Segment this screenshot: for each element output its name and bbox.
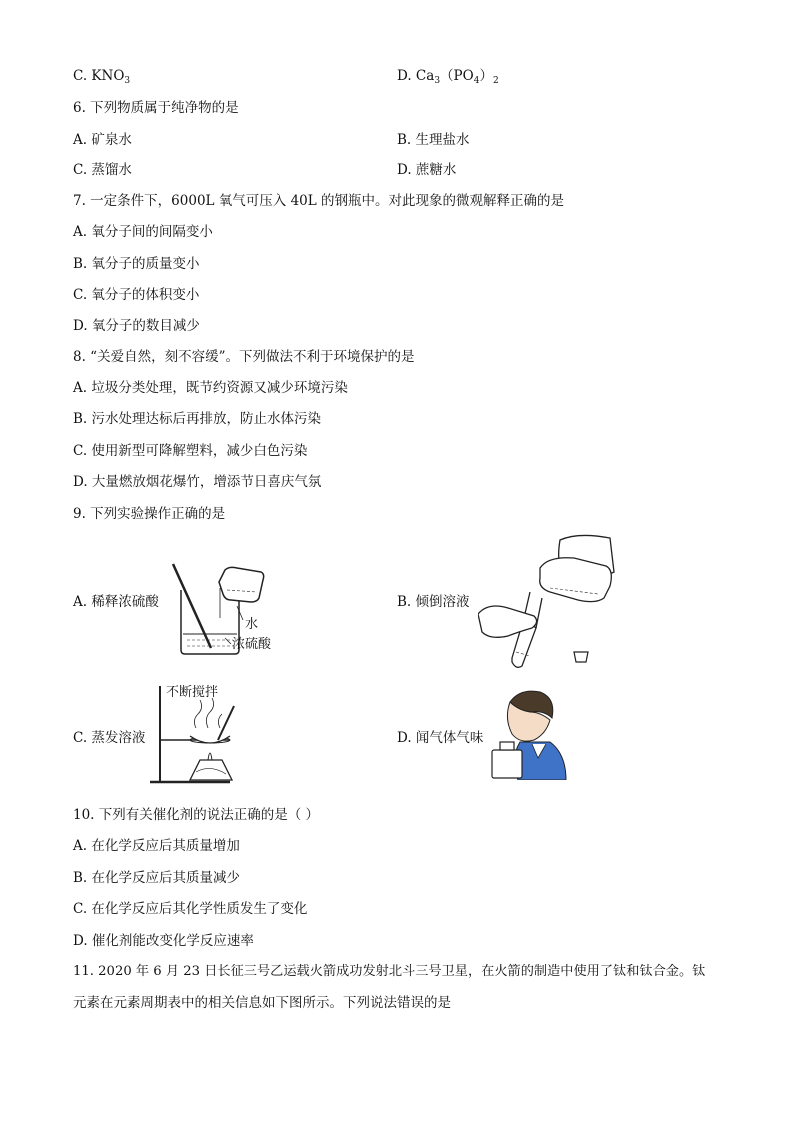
q5-option-d: D. $Ca_3(PO_4)_2$ [397, 68, 499, 86]
q6-option-c: C. 蒸馏水 [73, 162, 132, 178]
q10-stem: 10. 下列有关催化剂的说法正确的是（ ） [73, 807, 320, 823]
q10-option-c: C. 在化学反应后其化学性质发生了变化 [73, 901, 308, 917]
q9-stem: 9. 下列实验操作正确的是 [73, 506, 226, 522]
q9-option-d: D. 闻气体气味 [397, 730, 484, 746]
q8-stem: 8. “关爱自然，刻不容缓”。下列做法不利于环境保护的是 [73, 349, 415, 365]
q6-option-d: D. 蔗糖水 [397, 162, 457, 178]
q6-option-b: B. 生理盐水 [397, 132, 470, 148]
q11-stem-line1: 11. 2020 年 6 月 23 日长征三号乙运载火箭成功发射北斗三号卫星，在火箭的制造中使用了钛和钛合金。钛 [73, 964, 706, 979]
q7-option-b: B. 氧分子的质量变小 [73, 256, 200, 272]
q9-option-a: A. 稀释浓硫酸 [73, 594, 159, 610]
q9-option-c: C. 蒸发溶液 [73, 730, 146, 746]
q8-option-a: A. 垃圾分类处理，既节约资源又减少环境污染 [73, 380, 348, 396]
q5-option-c: C. $KNO_3$ [73, 68, 131, 86]
q9-option-b: B. 倾倒溶液 [397, 594, 470, 610]
q11-stem-line2: 元素在元素周期表中的相关信息如下图所示。下列说法错误的是 [73, 995, 451, 1011]
pour-solution-diagram [478, 532, 618, 672]
q6-stem: 6. 下列物质属于纯净物的是 [73, 100, 239, 116]
q7-stem: 7. 一定条件下，6000L 氧气可压入 40L 的钢瓶中。对此现象的微观解释正确的是 [73, 193, 565, 209]
smell-gas-diagram [490, 688, 570, 780]
q8-option-b: B. 污水处理达标后再排放，防止水体污染 [73, 411, 322, 427]
q7-option-a: A. 氧分子间的间隔变小 [73, 224, 213, 240]
q10-option-d: D. 催化剂能改变化学反应速率 [73, 933, 254, 949]
q9-a-label-acid: 浓硫酸 [232, 637, 272, 652]
q7-option-d: D. 氧分子的数目减少 [73, 318, 200, 334]
q9-c-label-stir: 不断搅拌 [166, 685, 219, 700]
q10-option-b: B. 在化学反应后其质量减少 [73, 870, 241, 886]
q8-option-c: C. 使用新型可降解塑料，减少白色污染 [73, 443, 308, 459]
q8-option-d: D. 大量燃放烟花爆竹，增添节日喜庆气氛 [73, 474, 322, 490]
q7-option-c: C. 氧分子的体积变小 [73, 287, 200, 303]
q10-option-a: A. 在化学反应后其质量增加 [73, 838, 240, 854]
q9-a-label-water: 水 [245, 617, 259, 632]
q6-option-a: A. 矿泉水 [73, 132, 132, 148]
